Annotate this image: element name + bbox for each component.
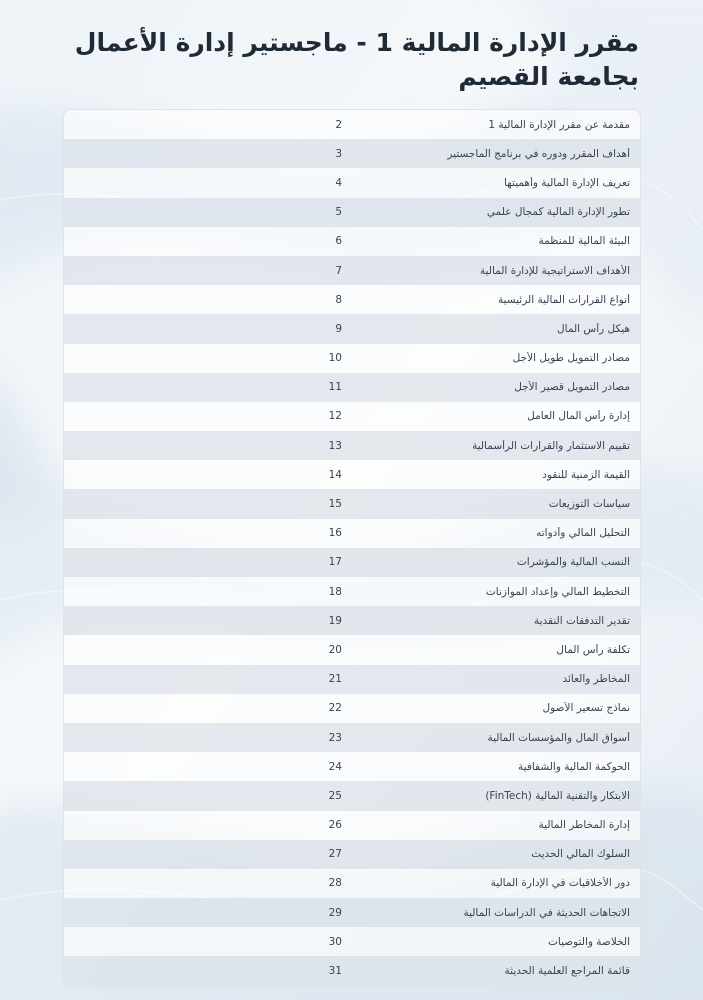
toc-entry-title: البيئة المالية للمنظمة: [538, 235, 630, 248]
toc-row[interactable]: [64, 168, 640, 197]
toc-entry-page: [64, 177, 352, 189]
toc-entry-title: مصادر التمويل طويل الأجل: [512, 352, 630, 365]
toc-entry-page: [64, 907, 352, 919]
toc-row[interactable]: [64, 373, 640, 402]
toc-row[interactable]: [64, 665, 640, 694]
toc-row[interactable]: [64, 635, 640, 664]
toc-entry-title: أسواق المال والمؤسسات المالية: [487, 731, 630, 744]
toc-row[interactable]: [64, 460, 640, 489]
toc-entry-title: مقدمة عن مقرر الإدارة المالية 1: [488, 118, 630, 131]
toc-entry-page: [64, 586, 352, 598]
toc-row[interactable]: [64, 402, 640, 431]
toc-entry-page: [64, 206, 352, 218]
toc-entry-title: القيمة الزمنية للنقود: [542, 468, 630, 481]
toc-entry-page: [64, 965, 352, 977]
toc-page-number: 12: [328, 410, 342, 423]
toc-page-number: 16: [328, 527, 342, 540]
toc-entry-page: [64, 323, 352, 335]
toc-entry-title: نماذج تسعير الأصول: [542, 702, 630, 715]
toc-page-number: 13: [328, 439, 342, 452]
toc-entry-title: السلوك المالي الحديث: [531, 848, 630, 861]
toc-page-number: 18: [328, 585, 342, 598]
toc-row[interactable]: [64, 811, 640, 840]
toc-page-number: 5: [335, 206, 342, 219]
toc-page-number: 24: [328, 760, 342, 773]
toc-row[interactable]: [64, 314, 640, 343]
toc-entry-page: [64, 148, 352, 160]
toc-row[interactable]: [64, 489, 640, 518]
toc-row[interactable]: [64, 548, 640, 577]
toc-page-number: 6: [335, 235, 342, 248]
toc-entry-page: [64, 265, 352, 277]
toc-row[interactable]: [64, 577, 640, 606]
toc-page-number: 19: [328, 614, 342, 627]
toc-row[interactable]: [64, 723, 640, 752]
toc-page-number: 26: [328, 819, 342, 832]
toc-entry-title: قائمة المراجع العلمية الحديثة: [504, 965, 630, 978]
toc-row[interactable]: [64, 256, 640, 285]
toc-entry-page: [64, 761, 352, 773]
toc-entry-title: إدارة رأس المال العامل: [527, 410, 630, 423]
toc-entry-page: [64, 877, 352, 889]
toc-page-number: 30: [328, 935, 342, 948]
toc-page-number: 25: [328, 789, 342, 802]
toc-entry-title: التحليل المالي وأدواته: [536, 527, 630, 540]
toc-page-number: 2: [335, 118, 342, 131]
toc-row[interactable]: [64, 431, 640, 460]
toc-entry-page: [64, 498, 352, 510]
toc-entry-title: الأهداف الاستراتيجية للإدارة المالية: [479, 264, 630, 277]
toc-entry-page: [64, 615, 352, 627]
toc-entry-title: تقييم الاستثمار والقرارات الرأسمالية: [472, 439, 630, 452]
toc-entry-page: [64, 848, 352, 860]
toc-entry-title: الخلاصة والتوصيات: [548, 935, 630, 948]
toc-page-number: 10: [328, 352, 342, 365]
toc-entry-title: التخطيط المالي وإعداد الموازنات: [485, 585, 630, 598]
toc-entry-page: [64, 352, 352, 364]
toc-page-number: 29: [328, 906, 342, 919]
toc-entry-title: المخاطر والعائد: [562, 673, 630, 686]
toc-entry-title: تطور الإدارة المالية كمجال علمي: [486, 206, 630, 219]
toc-entry-title: دور الأخلاقيات في الإدارة المالية: [490, 877, 630, 890]
toc-entry-page: [64, 702, 352, 714]
table-of-contents: [63, 109, 641, 987]
toc-entry-title: سياسات التوزيعات: [548, 498, 630, 511]
toc-page-number: 3: [335, 147, 342, 160]
toc-entry-title: النسب المالية والمؤشرات: [516, 556, 630, 569]
toc-entry-title: الحوكمة المالية والشفافية: [518, 760, 630, 773]
toc-page-number: 28: [328, 877, 342, 890]
toc-entry-title: إدارة المخاطر المالية: [538, 819, 630, 832]
document-title: مقرر الإدارة المالية 1 - ماجستير إدارة الأعمال بجامعة القصيم: [74, 28, 639, 91]
toc-row[interactable]: [64, 139, 640, 168]
toc-entry-page: [64, 119, 352, 131]
toc-row[interactable]: [64, 227, 640, 256]
toc-entry-title: هيكل رأس المال: [557, 322, 630, 335]
toc-entry-page: [64, 235, 352, 247]
toc-row[interactable]: [64, 752, 640, 781]
toc-page-number: 14: [328, 468, 342, 481]
toc-entry-page: [64, 790, 352, 802]
toc-entry-page: [64, 440, 352, 452]
toc-entry-title: تعريف الإدارة المالية وأهميتها: [503, 176, 630, 189]
toc-page-number: 7: [335, 264, 342, 277]
toc-page-number: 11: [328, 381, 342, 394]
toc-page-number: 20: [328, 643, 342, 656]
toc-row[interactable]: [64, 344, 640, 373]
toc-page-number: 17: [328, 556, 342, 569]
toc-page-number: 21: [328, 673, 342, 686]
toc-entry-page: [64, 469, 352, 481]
toc-row[interactable]: [64, 110, 640, 139]
toc-row[interactable]: [64, 285, 640, 314]
toc-entry-page: [64, 673, 352, 685]
toc-page-number: 9: [335, 322, 342, 335]
toc-entry-title: تكلفة رأس المال: [556, 643, 630, 656]
toc-page-number: 8: [335, 293, 342, 306]
toc-entry-page: [64, 294, 352, 306]
toc-row[interactable]: [64, 694, 640, 723]
toc-entry-title: مصادر التمويل قصير الأجل: [514, 381, 630, 394]
toc-entry-title: تقدير التدفقات النقدية: [533, 614, 630, 627]
toc-row[interactable]: [64, 898, 640, 927]
toc-entry-page: [64, 381, 352, 393]
toc-page-number: 4: [335, 176, 342, 189]
toc-entry-page: [64, 644, 352, 656]
toc-row[interactable]: [64, 956, 640, 985]
toc-entry-page: [64, 936, 352, 948]
toc-row[interactable]: [64, 519, 640, 548]
toc-entry-page: [64, 556, 352, 568]
toc-page-number: 22: [328, 702, 342, 715]
toc-row[interactable]: [64, 869, 640, 898]
toc-page-number: 31: [328, 965, 342, 978]
toc-page-number: 15: [328, 498, 342, 511]
toc-row[interactable]: [64, 840, 640, 869]
toc-entry-page: [64, 527, 352, 539]
toc-page-number: 23: [328, 731, 342, 744]
toc-page-number: 27: [328, 848, 342, 861]
toc-row[interactable]: [64, 606, 640, 635]
toc-entry-page: [64, 819, 352, 831]
toc-entry-page: [64, 410, 352, 422]
toc-entry-title: أنواع القرارات المالية الرئيسية: [497, 293, 630, 306]
toc-entry-title: الاتجاهات الحديثة في الدراسات المالية: [463, 906, 630, 919]
toc-entry-title: أهداف المقرر ودوره في برنامج الماجستير: [447, 147, 630, 160]
toc-row[interactable]: [64, 781, 640, 810]
toc-entry-page: [64, 732, 352, 744]
toc-row[interactable]: [64, 927, 640, 956]
toc-entry-title: الابتكار والتقنية المالية (FinTech): [485, 789, 630, 802]
toc-row[interactable]: [64, 198, 640, 227]
